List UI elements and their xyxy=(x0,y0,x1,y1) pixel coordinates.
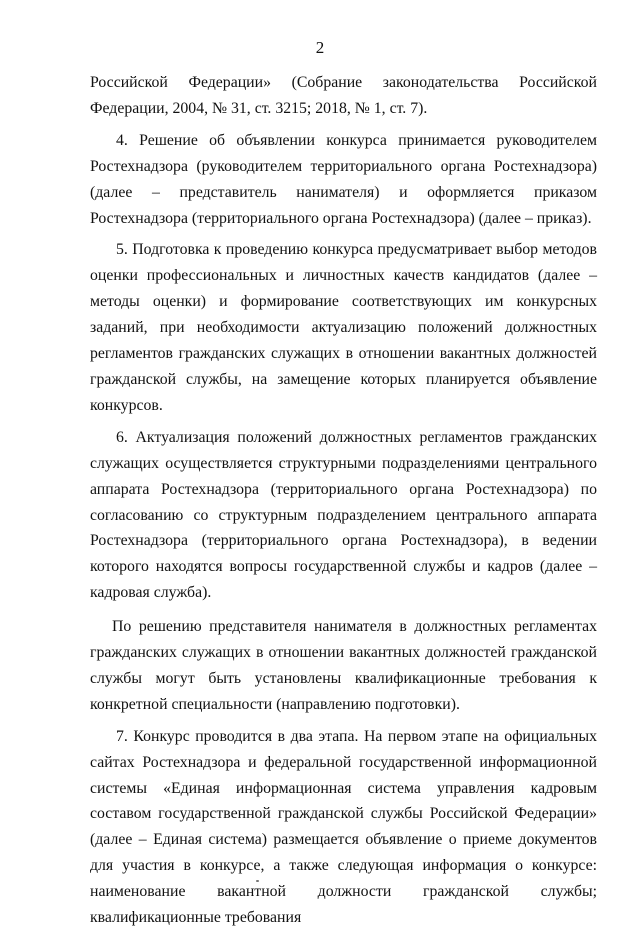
paragraph-6-continued: По решению представителя нанимателя в должностных регламентах гражданских служащих в отношении вакантных должностей гражданской службы могут быть установлены квалификационные требования к конкретной специальности (направлению подготовки). xyxy=(90,618,597,713)
document-body xyxy=(90,70,597,931)
paragraph-continued: Российской Федерации» (Собрание законодательства Российской Федерации, 2004, № 31, ст. 3215; 2018, № 1, ст. 7). xyxy=(90,74,597,117)
paragraph-6: 6. Актуализация положений должностных регламентов гражданских служащих осуществляется структурными подразделениями центрального аппарата Ростехнадзора (территориального органа Ростехнадзора) по согласованию со структурным подразделением центрального аппарата Ростехнадзора (территориального органа Ростехнадзора), в ведении которого находятся вопросы государственной службы и кадров (далее – кадровая служба). xyxy=(90,428,597,602)
paragraph-7: 7. Конкурс проводится в два этапа. На первом этапе на официальных сайтах Ростехнадзора и федеральной государственной информационной системы «Единая информационная система управления кадровым составом государственной гражданской службы Российской Федерации» (далее – Единая система) размещается объявление о приеме документов для участия в конкурсе, а также следующая информация о конкурсе: наименование вакантной должности гражданской службы; квалификационные требования xyxy=(90,727,597,927)
scan-speck xyxy=(256,880,259,882)
paragraph-5: 5. Подготовка к проведению конкурса предусматривает выбор методов оценки профессиональных и личностных качеств кандидатов (далее – методы оценки) и формирование соответствующих им конкурсных заданий, при необходимости актуализацию положений должностных регламентов гражданских служащих в отношении вакантных должностей гражданской службы, на замещение которых планируется объявление конкурсов. xyxy=(90,241,597,414)
page-number: 2 xyxy=(315,38,325,57)
paragraph-4: 4. Решение об объявлении конкурса принимается руководителем Ростехнадзора (руководителем территориального органа Ростехнадзора) (далее – представитель нанимателя) и оформляется приказом Ростехнадзора (территориального органа Ростехнадзора) (далее – приказ). xyxy=(90,131,597,227)
